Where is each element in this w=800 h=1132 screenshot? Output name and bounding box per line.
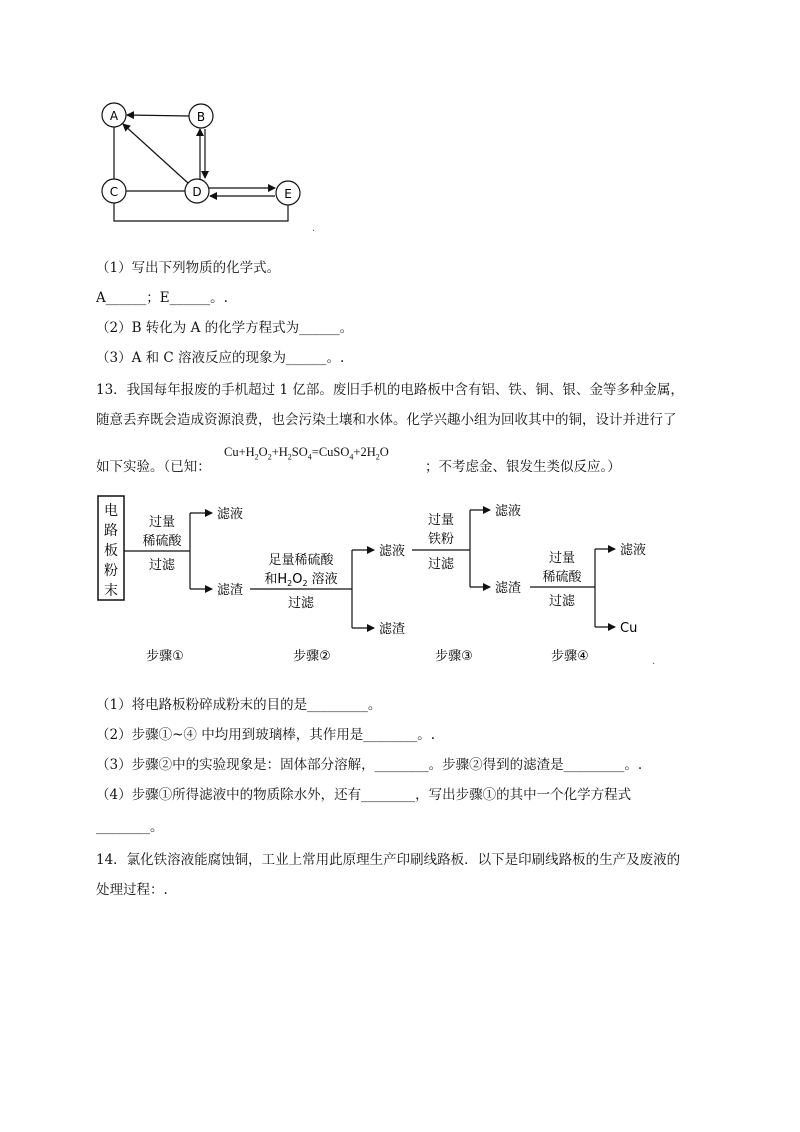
node-d-label: D — [192, 185, 202, 199]
eq-sub-4a: 4 — [307, 452, 312, 462]
eq-part-h: +H — [271, 445, 288, 459]
box-char-1: 电 — [104, 503, 118, 519]
relationship-diagram — [90, 95, 320, 235]
step3-filtrate: 滤液 — [495, 504, 522, 519]
arrow-b-to-a — [127, 115, 189, 116]
step4-operation: 过滤 — [548, 594, 576, 609]
step1-operation: 过滤 — [148, 558, 176, 573]
eq-part-2h: +2H — [353, 445, 376, 459]
q13-part4: （4）步骤①所得滤液中的物质除水外，还有________，写出步骤①的其中一个化学方程式 — [96, 787, 632, 803]
step-label-1: 步骤① — [146, 649, 184, 664]
eq-part-o: O — [379, 445, 389, 459]
step3-operation: 过滤 — [427, 557, 455, 572]
step2-operation: 过滤 — [287, 596, 315, 611]
q13-intro-line3-start: 如下实验。（已知： — [96, 459, 211, 475]
step2-reagent-1: 足量稀硫酸 — [268, 553, 334, 568]
step2-reagent-2 — [264, 571, 337, 588]
step2-reagent-2-a: 和H — [264, 572, 288, 587]
step4-reagent-1: 过量 — [548, 551, 576, 566]
arrow-d-to-a — [123, 124, 188, 183]
q12-part2: （2）B 转化为 A 的化学方程式为______。 — [96, 320, 354, 336]
box-char-5: 末 — [104, 583, 118, 599]
line-c-e — [114, 203, 288, 221]
q14-line2: 处理过程：. — [96, 882, 168, 898]
flow-trailing-dot: . — [652, 656, 656, 667]
step-label-4: 步骤④ — [551, 649, 589, 664]
eq-part-cuso: =CuSO — [311, 445, 350, 459]
q13-intro-line1: 13．我国每年报废的手机超过 1 亿部。废旧手机的电路板中含有铝、铁、铜、银、金等多种金属， — [96, 382, 684, 398]
eq-sub-h2: 2 — [254, 452, 259, 462]
q12-part3: （3）A 和 C 溶液反应的现象为______。. — [96, 350, 345, 366]
eq-sub-4b: 4 — [349, 452, 354, 462]
step1-reagent-2: 稀硫酸 — [142, 534, 182, 549]
q12-part1: （1）写出下列物质的化学式。 — [96, 260, 281, 276]
q14-line1: 14．氯化铁溶液能腐蚀铜，工业上常用此原理生产印刷线路板．以下是印刷线路板的生产及废液的 — [96, 852, 681, 868]
q13-part2: （2）步骤①~④ 中均用到玻璃棒，其作用是________。. — [96, 727, 435, 743]
step1-reagent-1: 过量 — [148, 515, 176, 530]
step3-reagent-2: 铁粉 — [427, 532, 455, 547]
q13-intro-line3-end: ；不考虑金、银发生类似反应。） — [425, 459, 621, 475]
node-e-label: E — [284, 187, 292, 201]
q13-part1: （1）将电路板粉碎成粉末的目的是_________。 — [96, 697, 382, 713]
step4-filtrate: 滤液 — [620, 543, 647, 558]
box-char-2: 路 — [104, 523, 118, 539]
node-c-label: C — [109, 185, 119, 199]
eq-part-so: SO — [291, 445, 308, 459]
step2-reagent-2-sub-a: 2 — [287, 579, 293, 588]
step4-reagent-2: 稀硫酸 — [542, 570, 582, 585]
q13-intro-line2: 随意丢弃既会造成资源浪费，也会污染土壤和水体。化学兴趣小组为回收其中的铜，设计并进行了 — [96, 412, 677, 428]
diagram1-trailing-dot: . — [312, 223, 316, 234]
node-a-label: A — [109, 109, 119, 123]
step3-residue: 滤渣 — [495, 581, 522, 596]
eq-sub-h2-b: 2 — [287, 452, 292, 462]
step2-reagent-2-b: O — [292, 572, 303, 587]
eq-part-o2: O — [258, 445, 268, 459]
step1-residue: 滤渣 — [217, 583, 244, 598]
known-equation — [224, 445, 389, 462]
step2-reagent-2-sub-b: 2 — [302, 579, 308, 588]
node-b-label: B — [196, 110, 206, 124]
box-char-3: 板 — [104, 543, 118, 559]
box-char-4: 粉 — [104, 563, 118, 579]
step2-residue: 滤渣 — [379, 622, 406, 637]
step-label-3: 步骤③ — [435, 649, 473, 664]
step2-reagent-2-c: 溶液 — [307, 572, 338, 587]
step-label-2: 步骤② — [293, 649, 331, 664]
q13-part3: （3）步骤②中的实验现象是：固体部分溶解，________。步骤②得到的滤渣是_________。. — [96, 757, 643, 773]
recovery-flowchart — [90, 488, 690, 678]
step2-filtrate: 滤液 — [379, 544, 406, 559]
step1-filtrate: 滤液 — [217, 507, 244, 522]
eq-sub-o2: 2 — [267, 452, 272, 462]
q13-part4-blank: ________。 — [96, 819, 164, 835]
step3-reagent-1: 过量 — [427, 513, 455, 528]
eq-sub-h2-c: 2 — [375, 452, 380, 462]
q12-part1-answer: A______；E______。. — [96, 290, 228, 306]
eq-part-cu: Cu+H — [224, 445, 255, 459]
step4-product-cu: Cu — [620, 621, 638, 636]
